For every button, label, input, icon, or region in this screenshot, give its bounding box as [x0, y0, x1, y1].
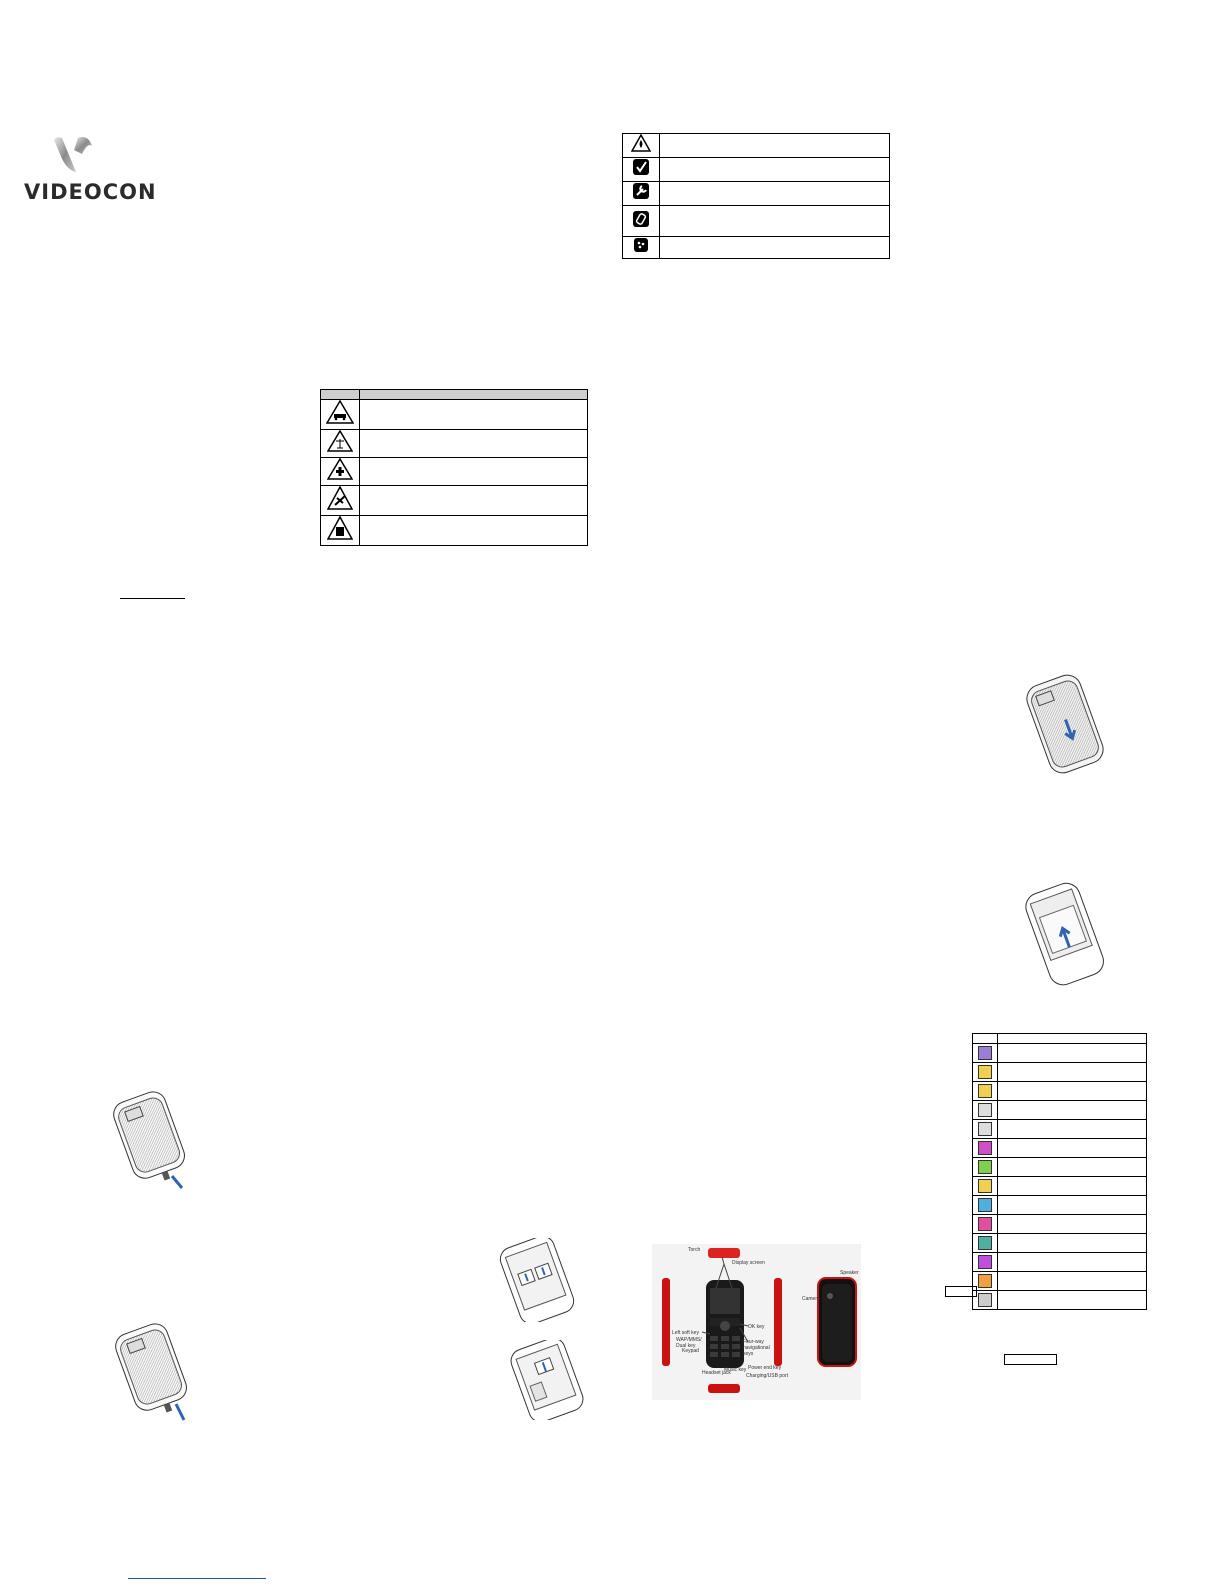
key-label-box	[945, 1286, 977, 1297]
battery-charging-icon	[978, 1122, 992, 1136]
signal-icon	[978, 1046, 992, 1060]
website-link-underline[interactable]	[128, 1578, 266, 1579]
label-keypad: Keypad	[682, 1348, 699, 1354]
videocon-logo-mark	[52, 136, 102, 180]
label-camera: Camera	[802, 1296, 820, 1302]
battery-level-icon	[978, 1103, 992, 1117]
label-nav-keys: Four-way navigational keys	[743, 1339, 770, 1357]
settings-icon	[978, 1293, 992, 1307]
fire-icon	[631, 134, 651, 152]
airplane-icon	[327, 486, 353, 510]
charging-illustration-2	[110, 1322, 200, 1422]
label-headset-jack: Headset jack	[702, 1370, 731, 1376]
label-charging-port: Charging/USB port	[746, 1373, 788, 1379]
sim-insert-illustration-1	[495, 1238, 580, 1322]
label-display: Display screen	[732, 1260, 765, 1266]
signal-sim2-icon	[978, 1084, 992, 1098]
medical-icon	[327, 458, 353, 480]
battery-icon	[632, 210, 650, 228]
label-speaker: Speaker	[840, 1270, 859, 1276]
battery-compartment-illustration	[1015, 880, 1115, 990]
label-power-key: Power end key	[748, 1365, 782, 1371]
heading-underline	[120, 598, 185, 599]
radio-icon	[327, 430, 353, 452]
bluetooth-icon	[978, 1274, 992, 1288]
missed-call-icon	[978, 1160, 992, 1174]
charging-illustration-1	[108, 1090, 198, 1190]
key-label-box-2	[1004, 1354, 1057, 1365]
label-music-key: Music key	[724, 1367, 747, 1373]
alarm-icon	[978, 1179, 992, 1193]
product-diagram	[652, 1244, 861, 1400]
car-icon	[326, 400, 354, 424]
accessory-icon	[633, 237, 649, 253]
sim-insert-illustration-2	[505, 1340, 590, 1420]
headset-icon	[978, 1236, 992, 1250]
check-icon	[632, 158, 650, 176]
precaution-table	[622, 133, 890, 259]
signal-sim1-icon	[978, 1065, 992, 1079]
brand-name: VIDEOCON	[24, 180, 157, 204]
safety-table	[320, 389, 588, 546]
back-cover-illustration	[1015, 672, 1115, 777]
status-icons-table	[972, 1033, 1147, 1310]
label-left-soft-key: Left soft key	[672, 1330, 699, 1336]
message-icon	[978, 1141, 992, 1155]
label-torch: Torch	[688, 1247, 701, 1253]
keypad-lock-icon	[978, 1255, 992, 1269]
label-wap-key: WAP/MMS/ Dual key	[676, 1337, 702, 1349]
label-ok-key: OK key	[748, 1324, 765, 1330]
vibrate-icon	[978, 1217, 992, 1231]
silent-icon	[978, 1198, 992, 1212]
fuel-icon	[327, 516, 353, 540]
wrench-icon	[632, 182, 650, 200]
